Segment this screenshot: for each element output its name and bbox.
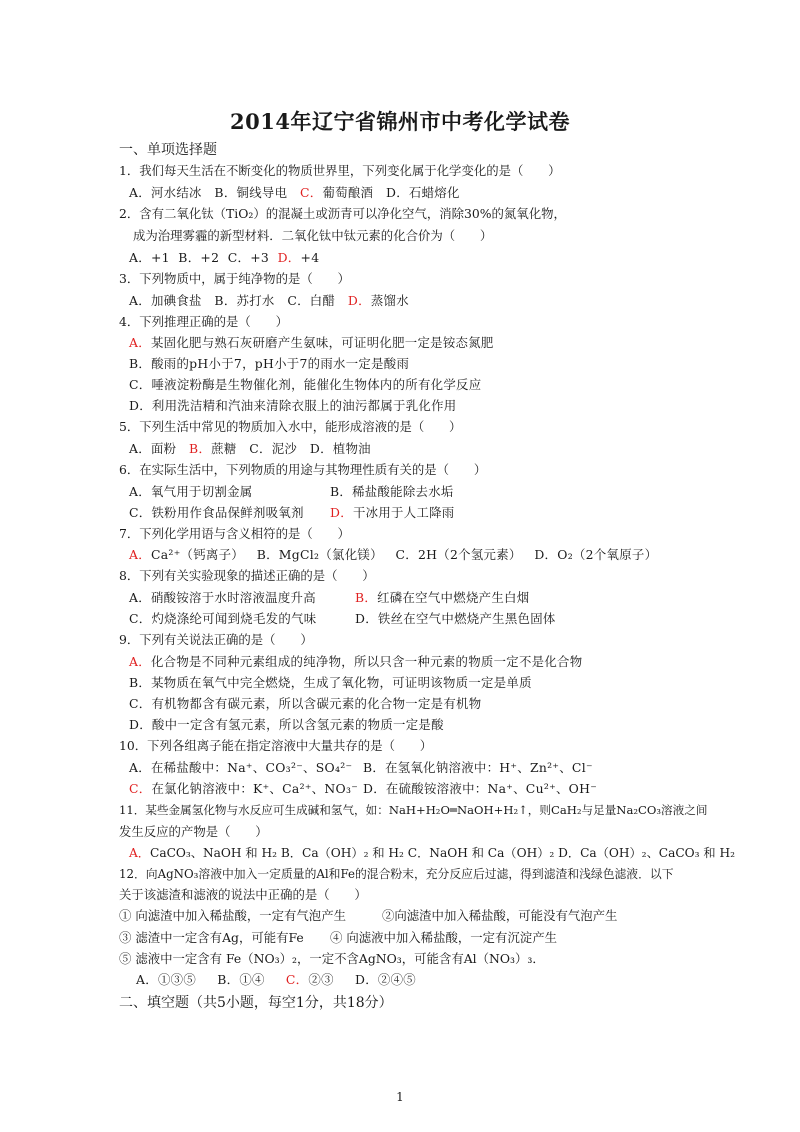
question-4-option-c: C．唾液淀粉酶是生物催化剂，能催化生物体内的所有化学反应 <box>129 377 482 392</box>
option-a: A．加碘食盐 <box>129 293 202 308</box>
question-4-option-a <box>129 335 494 351</box>
question-10-stem: 10．下列各组离子能在指定溶液中大量共存的是（ ） <box>119 738 433 753</box>
option-d: D．O₂（2个氧原子） <box>534 547 658 562</box>
option-c: C．+3 <box>227 250 270 265</box>
question-9-stem: 9．下列有关说法正确的是（ ） <box>119 632 313 647</box>
question-3-options <box>129 293 409 309</box>
statement-2: ②向滤渣中加入稀盐酸，可能没有气泡产生 <box>382 908 618 923</box>
option-b: 蔗糖 <box>211 441 237 456</box>
question-11-stem: 11．某些金属氢化物与水反应可生成碱和氢气，如：NaH+H₂O═NaOH+H₂↑，则CaH₂与足量Na₂CO₃溶液之间 <box>119 803 708 817</box>
option-d: D．②④⑤ <box>354 972 416 987</box>
question-5-stem: 5．下列生活中常见的物质加入水中，能形成溶液的是（ ） <box>119 419 462 434</box>
question-1-options <box>129 185 460 201</box>
question-2-stem-cont: 成为治理雾霾的新型材料．二氧化钛中钛元素的化合价为（ ） <box>133 228 493 243</box>
question-6-stem: 6．在实际生活中，下列物质的用途与其物理性质有关的是（ ） <box>119 462 487 477</box>
question-8-stem: 8．下列有关实验现象的描述正确的是（ ） <box>119 568 375 583</box>
options-text: CaCO₃、NaOH 和 H₂ B．Ca（OH）₂ 和 H₂ C．NaOH 和 Ca（OH）₂ D．Ca（OH）₂、CaCO₃ 和 H₂ <box>150 846 735 860</box>
answer-letter: D． <box>347 293 371 308</box>
question-10-option-a: A．在稀盐酸中：Na⁺、CO₃²⁻、SO₄²⁻ <box>129 760 353 775</box>
question-6-option-d <box>330 505 454 521</box>
statement-1: ① 向滤渣中加入稀盐酸，一定有气泡产生 <box>119 908 346 923</box>
answer-letter: A． <box>129 547 151 562</box>
question-10-option-c <box>129 781 358 797</box>
question-8-option-b <box>355 590 529 606</box>
option-b: B．①④ <box>217 972 265 987</box>
option-c: C．泥沙 <box>249 441 298 456</box>
statement-4: ④ 向滤液中加入稀盐酸，一定有沉淀产生 <box>330 930 557 945</box>
question-8-option-d: D．铁丝在空气中燃烧产生黑色固体 <box>355 611 556 626</box>
question-12-options <box>136 972 416 988</box>
question-6-option-a: A．氧气用于切割金属 <box>129 484 253 499</box>
question-9-option-c: C．有机物都含有碳元素，所以含碳元素的化合物一定是有机物 <box>129 696 482 711</box>
question-12-stem-cont: 关于该滤渣和滤液的说法中正确的是（ ） <box>119 887 367 902</box>
question-12-stem: 12．向AgNO₃溶液中加入一定质量的Al和Fe的混合粉末，充分反应后过滤，得到滤渣和浅绿色滤液．以下 <box>119 867 674 881</box>
question-10-option-b: B．在氢氧化钠溶液中：H⁺、Zn²⁺、Cl⁻ <box>363 760 593 775</box>
option-d: +4 <box>300 250 320 265</box>
option-c: ②③ <box>308 972 334 987</box>
question-11-stem-cont: 发生反应的产物是（ ） <box>119 824 268 839</box>
answer-letter: C． <box>129 781 152 796</box>
question-9-option-d: D．酸中一定含有氢元素，所以含氢元素的物质一定是酸 <box>129 717 444 732</box>
answer-letter: B． <box>355 590 378 605</box>
question-3-stem: 3．下列物质中，属于纯净物的是（ ） <box>119 271 350 286</box>
option-c: C．2H（2个氢元素） <box>395 547 522 562</box>
question-11-options <box>129 845 735 861</box>
option-a: Ca²⁺（钙离子） <box>150 547 244 562</box>
answer-letter: A． <box>129 654 151 669</box>
question-9-option-a <box>129 654 582 670</box>
option-b: B．苏打水 <box>214 293 275 308</box>
option-b: B．+2 <box>178 250 220 265</box>
option-a: 化合物是不同种元素组成的纯净物，所以只含一种元素的物质一定不是化合物 <box>150 654 583 669</box>
option-c: 在氯化钠溶液中：K⁺、Ca²⁺、NO₃⁻ <box>151 781 359 796</box>
question-7-options <box>129 547 657 563</box>
question-9-option-b: B．某物质在氧气中完全燃烧，生成了氧化物，可证明该物质一定是单质 <box>129 675 532 690</box>
answer-letter: D． <box>277 250 301 265</box>
option-d: 蒸馏水 <box>370 293 409 308</box>
section-heading: 一、单项选择题 <box>119 142 217 158</box>
option-a: A．①③⑤ <box>136 972 197 987</box>
statement-3: ③ 滤渣中一定含有Ag，可能有Fe <box>119 930 304 945</box>
option-b: 红磷在空气中燃烧产生白烟 <box>377 590 530 605</box>
question-7-stem: 7．下列化学用语与含义相符的是（ ） <box>119 526 350 541</box>
answer-letter: C． <box>300 185 323 200</box>
question-10-option-d: D．在硫酸铵溶液中：Na⁺、Cu²⁺、OH⁻ <box>363 781 598 796</box>
question-4-stem: 4．下列推理正确的是（ ） <box>119 314 288 329</box>
option-b: B．MgCl₂（氯化镁） <box>256 547 383 562</box>
page-title: 2014年辽宁省锦州市中考化学试卷 <box>230 109 570 134</box>
section-heading-2: 二、填空题（共5小题，每空1分，共18分） <box>119 995 393 1011</box>
option-c: C．白醋 <box>287 293 336 308</box>
answer-letter: D． <box>330 505 353 520</box>
option-d: D．植物油 <box>309 441 371 456</box>
question-8-option-a: A．硝酸铵溶于水时溶液温度升高 <box>129 590 316 605</box>
option-a: 某固化肥与熟石灰研磨产生氨味，可证明化肥一定是铵态氮肥 <box>150 335 494 350</box>
option-a: A．面粉 <box>129 441 177 456</box>
answer-letter: A． <box>129 846 150 860</box>
question-1-stem: 1．我们每天生活在不断变化的物质世界里，下列变化属于化学变化的是（ ） <box>119 163 561 178</box>
question-4-option-d: D．利用洗洁精和汽油来清除衣服上的油污都属于乳化作用 <box>129 398 457 413</box>
question-6-option-c: C．铁粉用作食品保鲜剂吸氧剂 <box>129 505 304 520</box>
question-6-option-b: B．稀盐酸能除去水垢 <box>330 484 454 499</box>
question-5-options <box>129 441 371 457</box>
question-8-option-c: C．灼烧涤纶可闻到烧毛发的气味 <box>129 611 317 626</box>
statement-5: ⑤ 滤液中一定含有 Fe（NO₃）₂，一定不含AgNO₃，可能含有Al（NO₃）₃． <box>119 951 545 966</box>
option-c: 葡萄酿酒 <box>322 185 374 200</box>
option-a: A．+1 <box>129 250 170 265</box>
option-d: 干冰用于人工降雨 <box>352 505 455 520</box>
answer-letter: C． <box>285 972 309 987</box>
option-b: B．铜线导电 <box>214 185 288 200</box>
question-2-stem: 2．含有二氧化钛（TiO₂）的混凝土或沥青可以净化空气，消除30%的氮氧化物， <box>119 206 566 221</box>
answer-letter: A． <box>129 335 151 350</box>
option-d: D．石蜡熔化 <box>385 185 460 200</box>
page-number: 1 <box>396 1090 404 1104</box>
question-4-option-b: B．酸雨的pH小于7，pH小于7的雨水一定是酸雨 <box>129 356 410 371</box>
option-a: A．河水结冰 <box>129 185 202 200</box>
answer-letter: B． <box>189 441 212 456</box>
question-2-options <box>129 250 319 266</box>
